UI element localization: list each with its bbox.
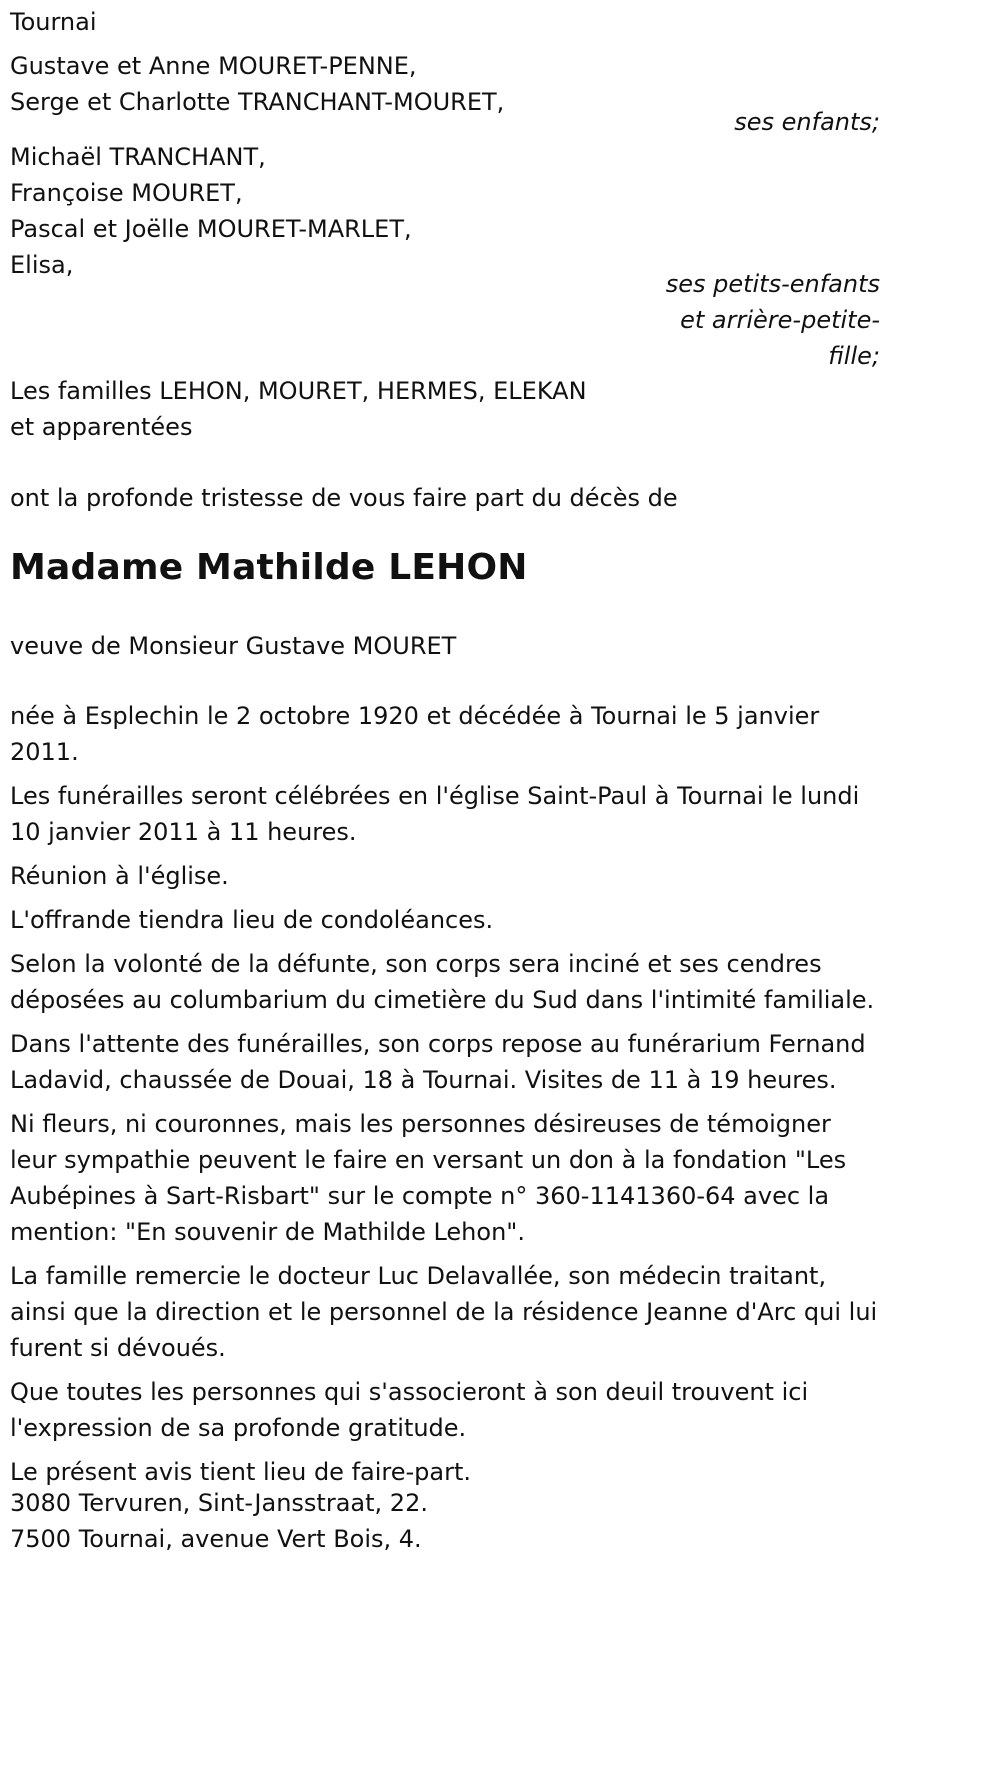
details-block bbox=[10, 698, 880, 1490]
deceased-name: Madame Mathilde LEHON bbox=[10, 547, 528, 588]
address-line: 3080 Tervuren, Sint-Jansstraat, 22. bbox=[10, 1489, 428, 1517]
announcement: ont la profonde tristesse de vous faire part du décès de bbox=[10, 484, 678, 512]
widow-of: veuve de Monsieur Gustave MOURET bbox=[10, 632, 457, 660]
grandchildren-line: Françoise MOURET, bbox=[10, 179, 243, 207]
detail-paragraph: Ni fleurs, ni couronnes, mais les personnes désireuses de témoigner leur sympathie peuvent le faire en versant un don à la fondation "Les Aubépines à Sart-Risbart" sur le compte n° 360-1141360-64 avec la mention: "En souvenir de Mathilde Lehon". bbox=[10, 1110, 847, 1246]
families-line: Les familles LEHON, MOURET, HERMES, ELEKAN bbox=[10, 377, 587, 405]
detail-paragraph: Les funérailles seront célébrées en l'église Saint-Paul à Tournai le lundi 10 janvier 2011 à 11 heures. bbox=[10, 782, 860, 846]
detail-paragraph: Dans l'attente des funérailles, son corps repose au funérarium Fernand Ladavid, chaussée de Douai, 18 à Tournai. Visites de 11 à 19 heures. bbox=[10, 1030, 866, 1094]
grandchildren-line: Elisa, bbox=[10, 251, 74, 279]
detail-paragraph: L'offrande tiendra lieu de condoléances. bbox=[10, 906, 494, 934]
address-line: 7500 Tournai, avenue Vert Bois, 4. bbox=[10, 1525, 422, 1553]
detail-paragraph: Selon la volonté de la défunte, son corps sera inciné et ses cendres déposées au columbarium du cimetière du Sud dans l'intimité familiale. bbox=[10, 950, 875, 1014]
relation-line: fille; bbox=[828, 342, 880, 370]
location-line: Tournai bbox=[10, 8, 97, 36]
grandchildren-line: Pascal et Joëlle MOURET-MARLET, bbox=[10, 215, 412, 243]
relation-line: et arrière-petite- bbox=[680, 306, 880, 334]
families-block bbox=[10, 373, 880, 445]
detail-paragraph: La famille remercie le docteur Luc Delavallée, son médecin traitant, ainsi que la direction et le personnel de la résidence Jeanne d'Arc qui lui furent si dévoués. bbox=[10, 1262, 878, 1362]
detail-paragraph: Que toutes les personnes qui s'associeront à son deuil trouvent ici l'expression de sa profonde gratitude. bbox=[10, 1378, 809, 1442]
children-line: Gustave et Anne MOURET-PENNE, bbox=[10, 52, 417, 80]
detail-paragraph: née à Esplechin le 2 octobre 1920 et décédée à Tournai le 5 janvier 2011. bbox=[10, 702, 820, 766]
grandchildren-relation bbox=[10, 266, 880, 374]
relation-line: ses petits-enfants bbox=[665, 270, 880, 298]
children-relation: ses enfants; bbox=[734, 108, 880, 136]
grandchildren-line: Michaël TRANCHANT, bbox=[10, 143, 266, 171]
children-line: Serge et Charlotte TRANCHANT-MOURET, bbox=[10, 88, 505, 116]
families-line: et apparentées bbox=[10, 413, 193, 441]
addresses-block bbox=[10, 1485, 880, 1557]
detail-paragraph: Réunion à l'église. bbox=[10, 862, 229, 890]
grandchildren-block bbox=[10, 139, 880, 283]
detail-paragraph: Le présent avis tient lieu de faire-part. bbox=[10, 1458, 472, 1486]
